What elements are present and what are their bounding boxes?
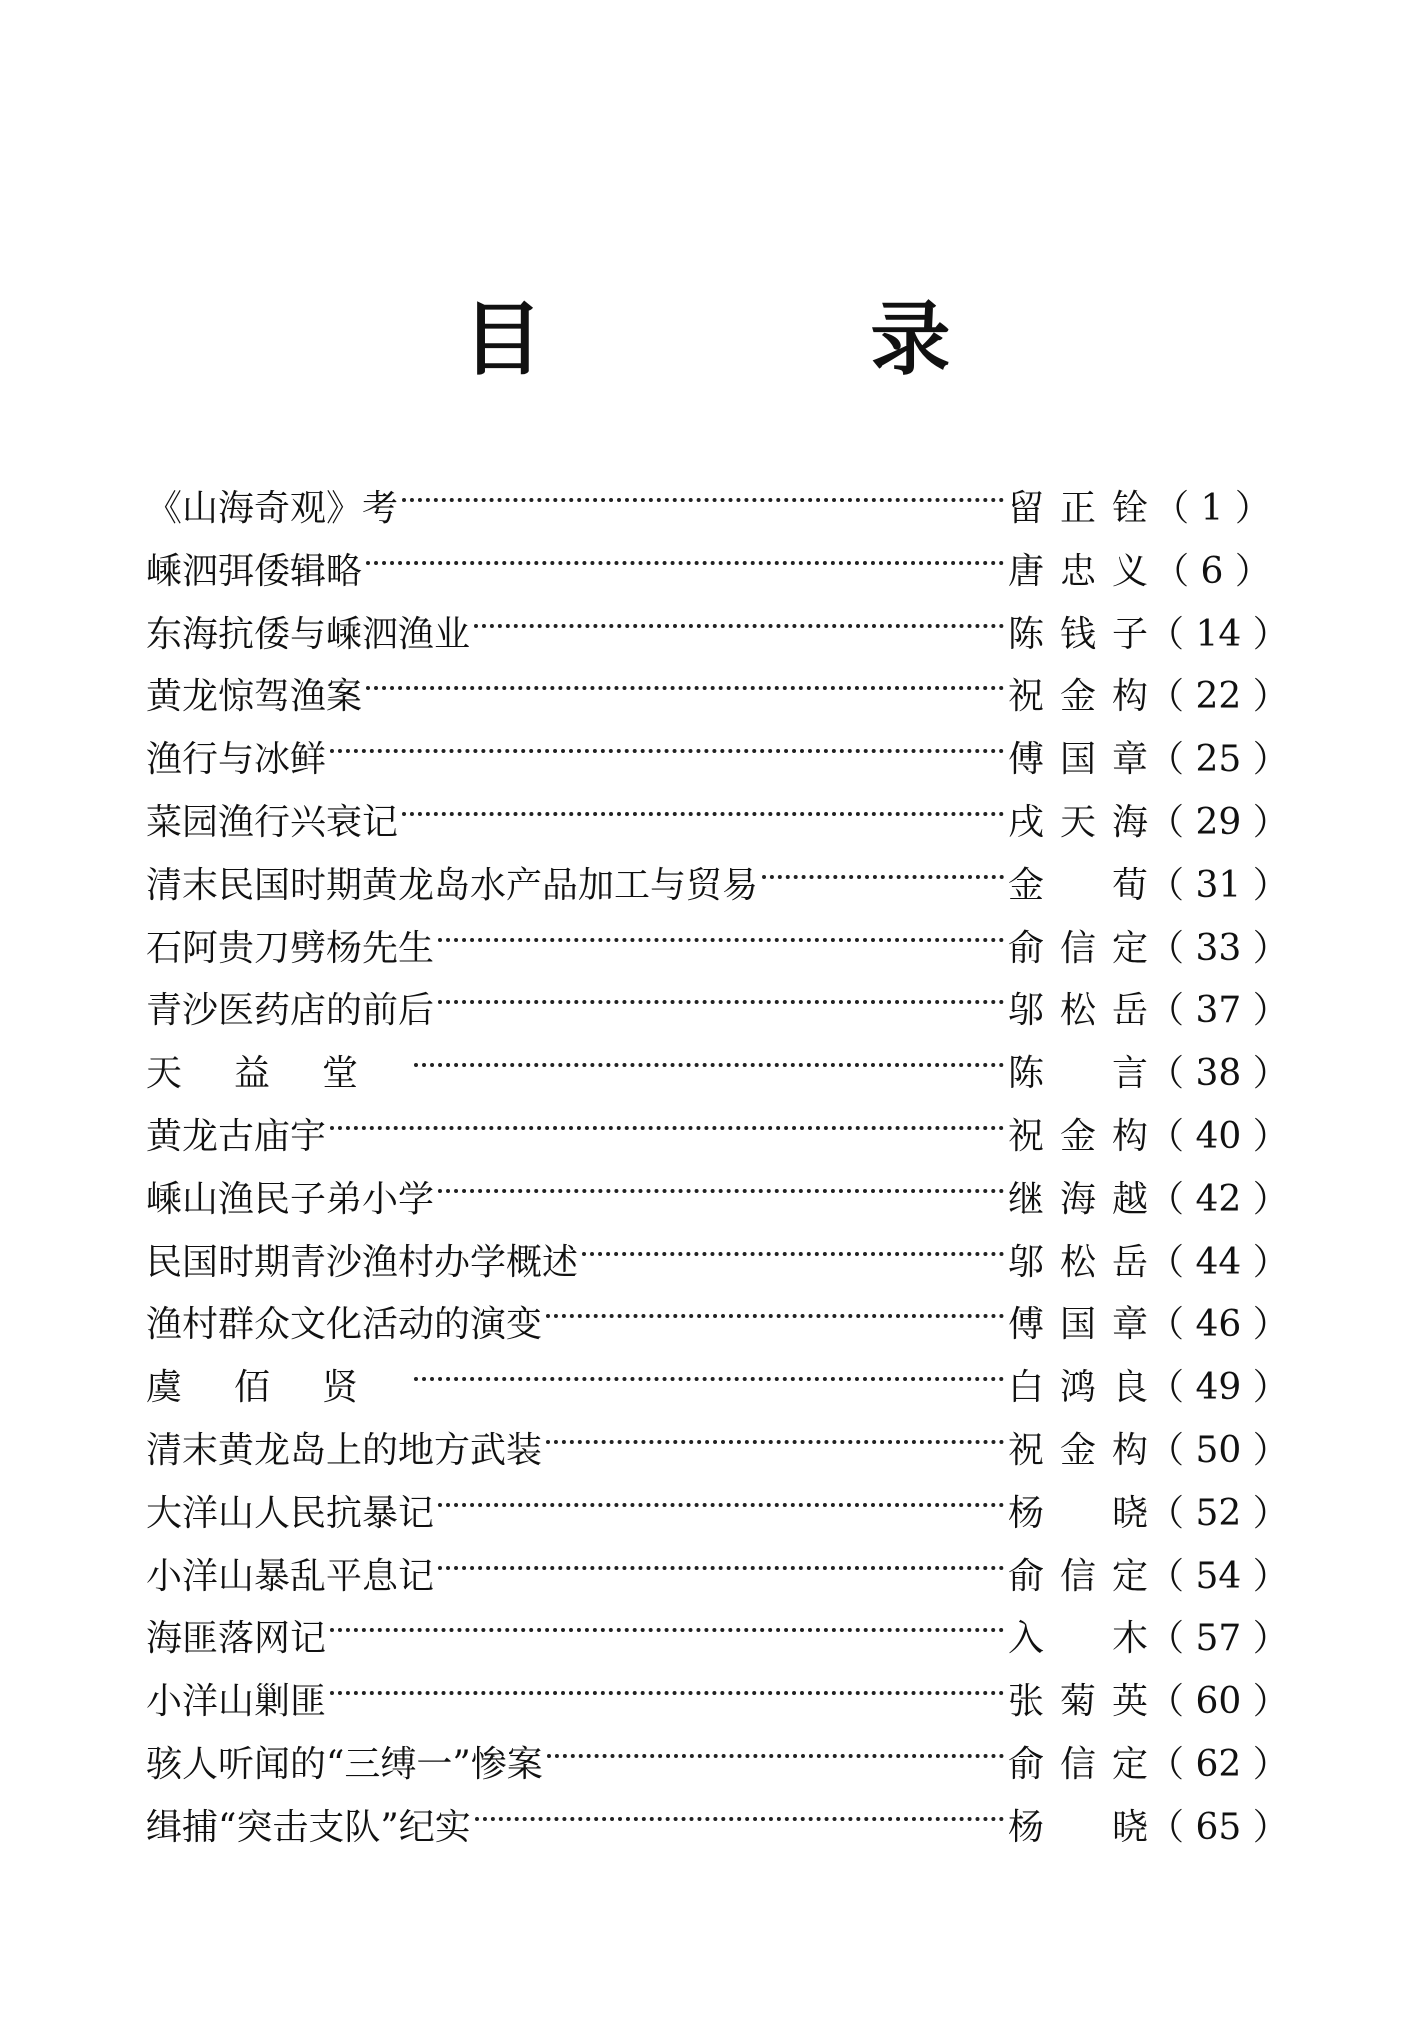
toc-entry-title: 天益堂 bbox=[146, 1053, 411, 1095]
toc-entry-author: 祝金构 bbox=[1008, 1429, 1148, 1471]
toc-entry-page: （ 57 ） bbox=[1148, 1618, 1289, 1660]
table-of-contents bbox=[146, 458, 1289, 1848]
dot-leader bbox=[438, 1526, 1004, 1588]
toc-entry-title: 嵊泗弭倭辑略 bbox=[146, 550, 363, 592]
dot-leader bbox=[438, 1149, 1004, 1211]
toc-entry bbox=[146, 458, 1276, 529]
toc-entry-author: 祝金构 bbox=[1008, 676, 1148, 718]
toc-entry-title: 海匪落网记 bbox=[146, 1618, 327, 1660]
toc-entry-title: 《山海奇观》考 bbox=[146, 488, 399, 529]
dot-leader bbox=[330, 1086, 1004, 1148]
toc-entry-page: （ 38 ） bbox=[1148, 1053, 1289, 1095]
dot-leader bbox=[414, 1023, 1004, 1085]
dot-leader bbox=[546, 1274, 1004, 1336]
toc-entry-page: （ 37 ） bbox=[1148, 990, 1289, 1032]
toc-entry-author: 戌天海 bbox=[1008, 801, 1148, 843]
toc-entry-page: （ 14 ） bbox=[1148, 613, 1289, 655]
toc-entry-page: （ 40 ） bbox=[1148, 1115, 1289, 1157]
toc-entry-author: 留正铨 bbox=[1008, 488, 1148, 529]
toc-entry-author: 入 木 bbox=[1008, 1618, 1148, 1660]
toc-entry-author: 傅国章 bbox=[1008, 1304, 1148, 1346]
toc-entry-page: （ 33 ） bbox=[1148, 927, 1289, 969]
toc-entry-title: 菜园渔行兴衰记 bbox=[146, 801, 399, 843]
toc-entry-page: （ 6 ） bbox=[1153, 550, 1271, 592]
toc-entry-title: 大洋山人民抗暴记 bbox=[146, 1492, 435, 1534]
toc-entry-author: 祝金构 bbox=[1008, 1115, 1148, 1157]
dot-leader bbox=[330, 709, 1004, 771]
toc-entry-author: 邬松岳 bbox=[1008, 990, 1148, 1032]
dot-leader bbox=[546, 1400, 1004, 1462]
dot-leader bbox=[414, 1337, 1004, 1399]
toc-entry-page: （ 22 ） bbox=[1148, 676, 1289, 718]
toc-entry-author: 继海越 bbox=[1008, 1178, 1148, 1220]
toc-entry-title: 渔村群众文化活动的演变 bbox=[146, 1304, 543, 1346]
toc-entry-page: （ 1 ） bbox=[1153, 488, 1271, 529]
toc-entry-page: （ 50 ） bbox=[1148, 1429, 1289, 1471]
dot-leader bbox=[582, 1212, 1004, 1274]
dot-leader bbox=[330, 1651, 1004, 1713]
toc-entry-author: 金 荀 bbox=[1008, 864, 1148, 906]
toc-entry-title: 黄龙惊驾渔案 bbox=[146, 676, 363, 718]
toc-entry-page: （ 52 ） bbox=[1148, 1492, 1289, 1534]
toc-entry-author: 俞信定 bbox=[1008, 1555, 1148, 1597]
toc-entry-author: 唐忠义 bbox=[1008, 550, 1148, 592]
toc-entry-title: 黄龙古庙宇 bbox=[146, 1115, 327, 1157]
toc-entry-page: （ 62 ） bbox=[1148, 1743, 1289, 1785]
toc-entry-title: 青沙医药店的前后 bbox=[146, 990, 435, 1032]
toc-entry-page: （ 49 ） bbox=[1148, 1367, 1289, 1409]
dot-leader bbox=[762, 835, 1004, 897]
toc-entry-title: 石阿贵刀劈杨先生 bbox=[146, 927, 435, 969]
toc-entry-title: 虞佰贤 bbox=[146, 1367, 411, 1409]
dot-leader bbox=[475, 1777, 1004, 1839]
dot-leader bbox=[438, 1463, 1004, 1525]
toc-entry-title: 骇人听闻的“三缚一”惨案 bbox=[146, 1743, 543, 1785]
toc-entry-author: 杨 晓 bbox=[1008, 1492, 1148, 1534]
dot-leader bbox=[438, 960, 1004, 1022]
toc-entry-title: 缉捕“突击支队”纪实 bbox=[146, 1806, 471, 1848]
toc-entry-page: （ 31 ） bbox=[1148, 864, 1289, 906]
toc-entry-author: 俞信定 bbox=[1008, 1743, 1148, 1785]
toc-entry-author: 杨 晓 bbox=[1008, 1806, 1148, 1848]
dot-leader bbox=[547, 1714, 1004, 1776]
toc-entry-title: 嵊山渔民子弟小学 bbox=[146, 1178, 435, 1220]
toc-entry-author: 邬松岳 bbox=[1008, 1241, 1148, 1283]
dot-leader bbox=[330, 1588, 1004, 1650]
toc-entry-page: （ 29 ） bbox=[1148, 801, 1289, 843]
toc-entry-page: （ 44 ） bbox=[1148, 1241, 1289, 1283]
toc-entry-author: 傅国章 bbox=[1008, 739, 1148, 781]
dot-leader bbox=[366, 646, 1004, 708]
toc-entry-page: （ 46 ） bbox=[1148, 1304, 1289, 1346]
toc-entry-title: 民国时期青沙渔村办学概述 bbox=[146, 1241, 579, 1283]
toc-entry-title: 东海抗倭与嵊泗渔业 bbox=[146, 613, 471, 655]
dot-leader bbox=[402, 772, 1004, 834]
toc-entry-author: 俞信定 bbox=[1008, 927, 1148, 969]
toc-entry-title: 清末民国时期黄龙岛水产品加工与贸易 bbox=[146, 864, 759, 906]
toc-entry-author: 白鸿良 bbox=[1008, 1367, 1148, 1409]
dot-leader bbox=[366, 521, 1004, 583]
dot-leader bbox=[438, 898, 1004, 960]
toc-entry-title: 渔行与冰鲜 bbox=[146, 739, 327, 781]
toc-entry-author: 陈钱子 bbox=[1008, 613, 1148, 655]
toc-entry-author: 陈 言 bbox=[1008, 1053, 1148, 1095]
toc-entry-title: 小洋山暴乱平息记 bbox=[146, 1555, 435, 1597]
toc-entry-page: （ 60 ） bbox=[1148, 1681, 1289, 1723]
toc-entry-title: 清末黄龙岛上的地方武装 bbox=[146, 1429, 543, 1471]
dot-leader bbox=[402, 458, 1004, 520]
toc-entry-author: 张菊英 bbox=[1008, 1681, 1148, 1723]
toc-entry-page: （ 42 ） bbox=[1148, 1178, 1289, 1220]
toc-entry-page: （ 25 ） bbox=[1148, 739, 1289, 781]
page-title: 目 录 bbox=[462, 293, 1101, 386]
toc-entry-page: （ 65 ） bbox=[1148, 1806, 1289, 1848]
dot-leader bbox=[474, 584, 1004, 646]
toc-entry-page: （ 54 ） bbox=[1148, 1555, 1289, 1597]
toc-entry-title: 小洋山剿匪 bbox=[146, 1681, 327, 1723]
